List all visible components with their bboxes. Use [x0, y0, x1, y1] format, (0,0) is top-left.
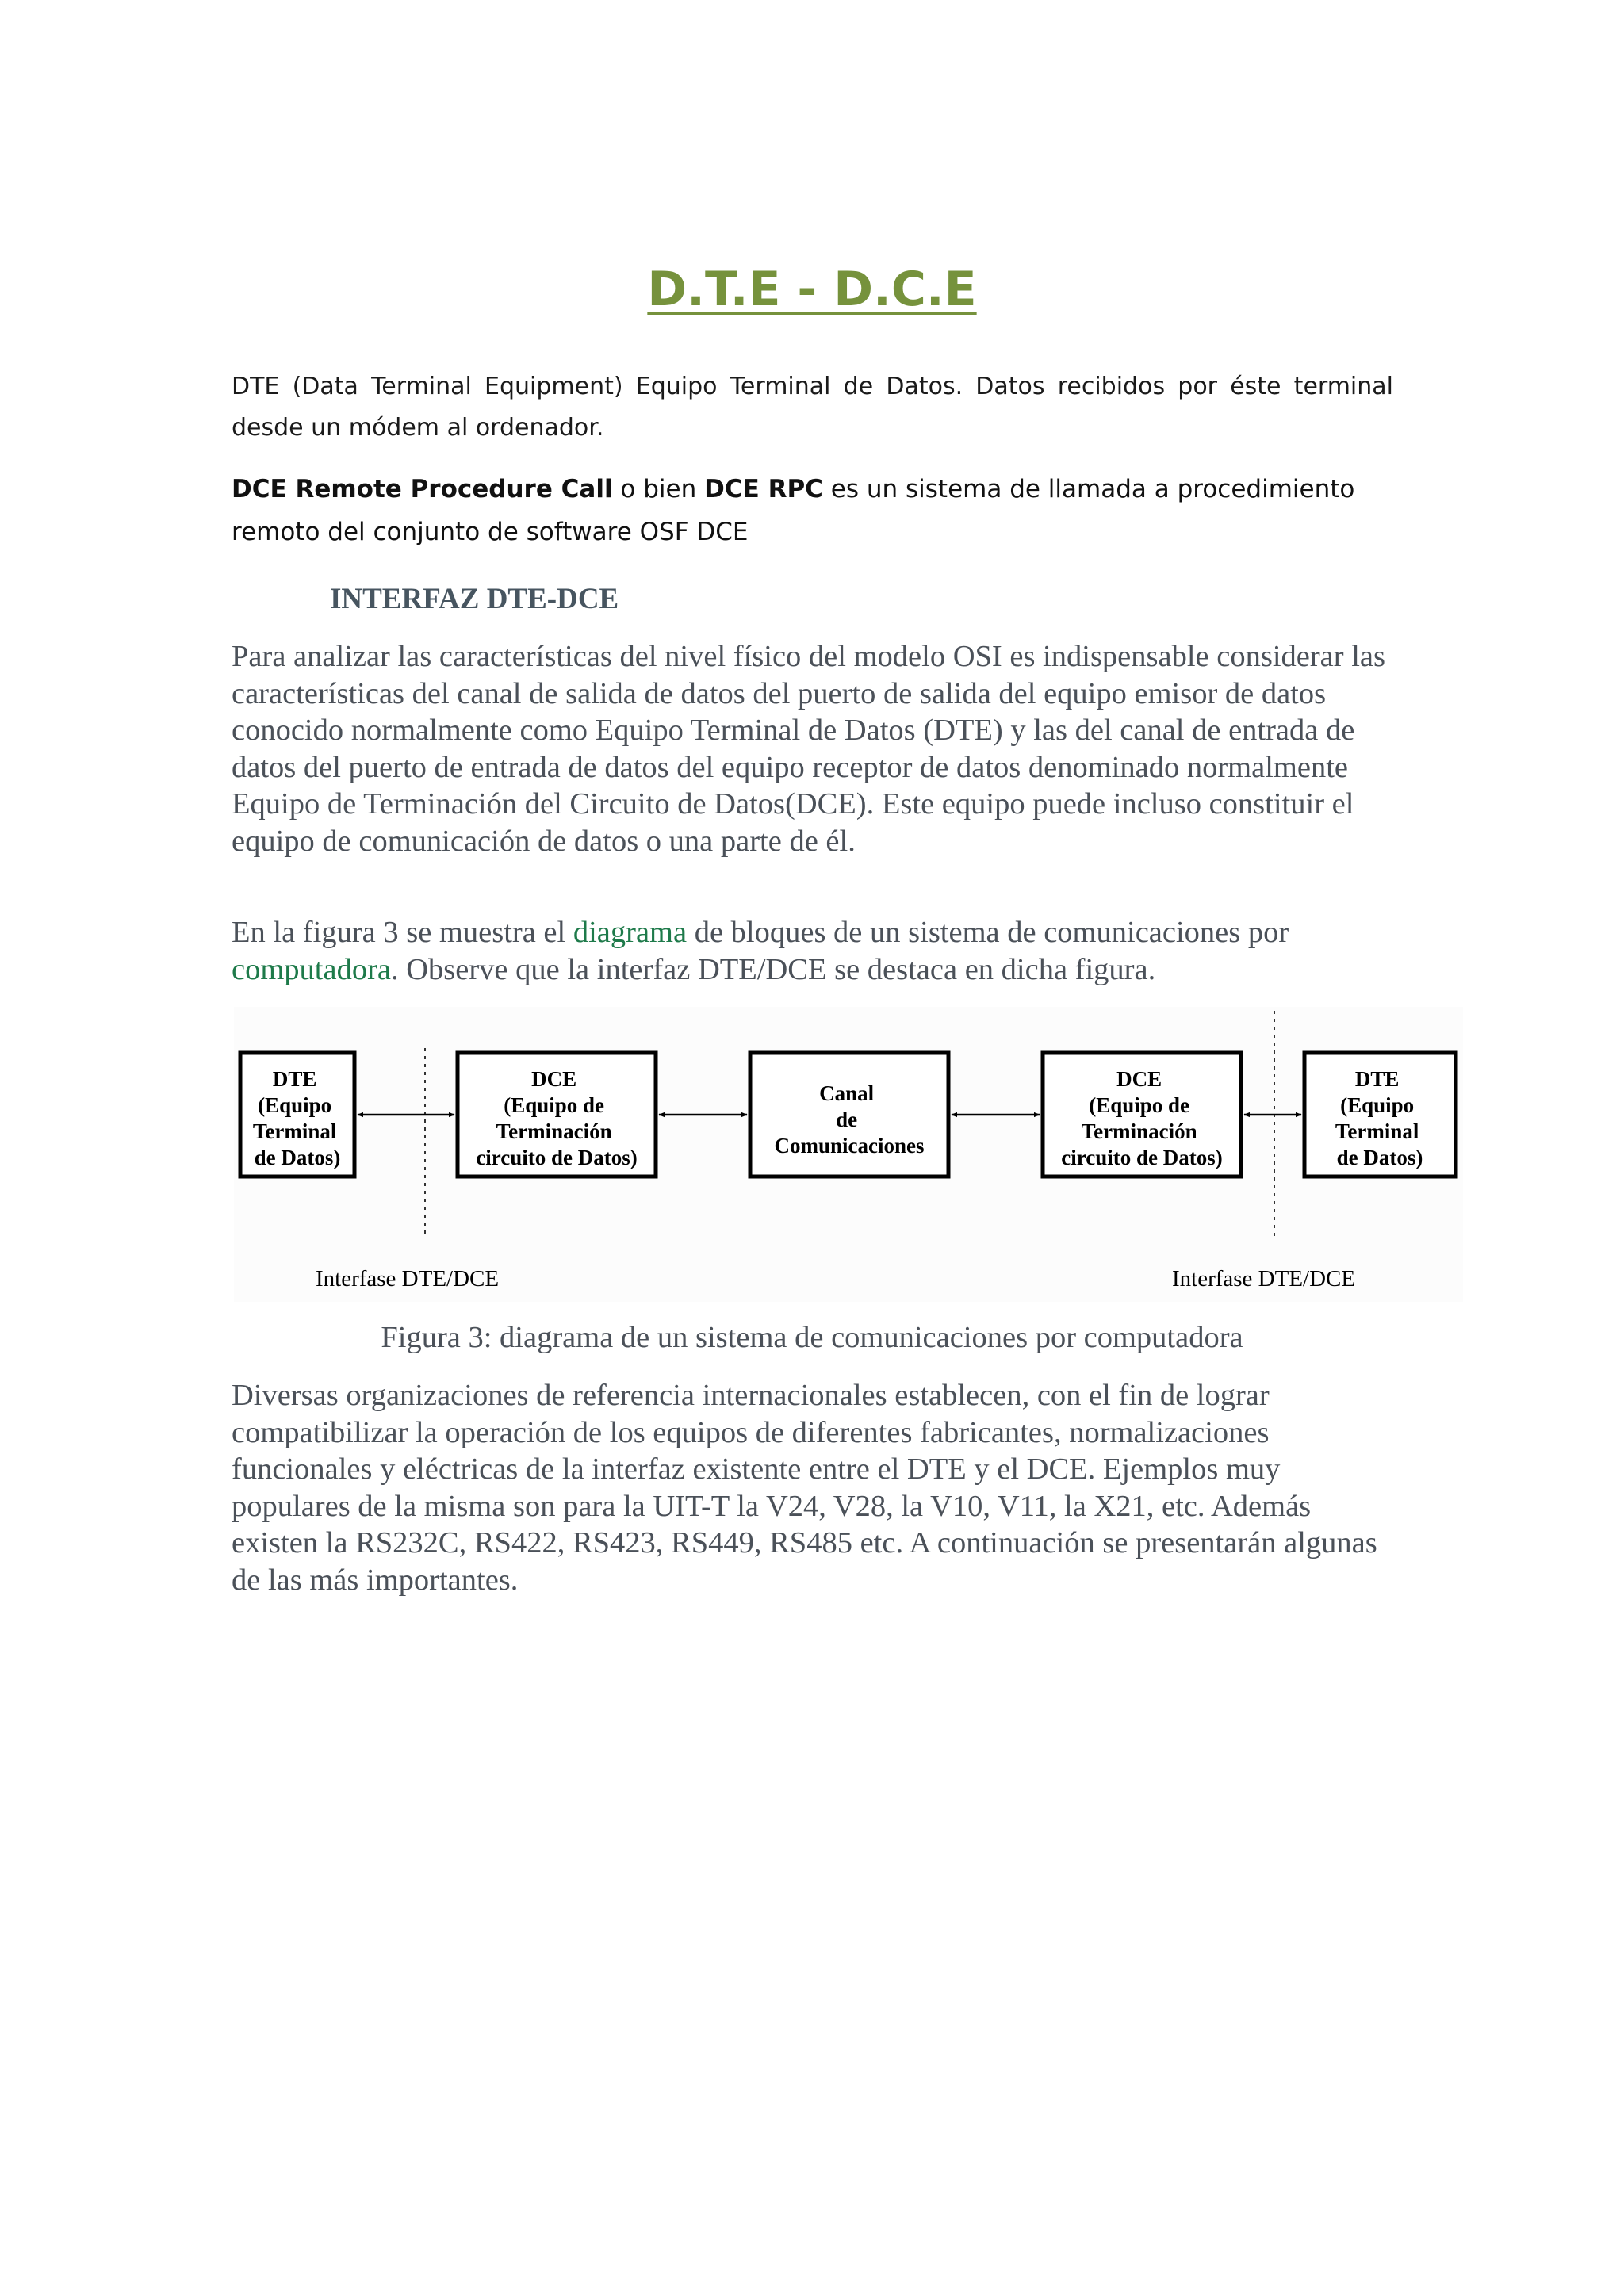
figure-intro-text-3: . Observe que la interfaz DTE/DCE se destaca en dicha figura.	[390, 952, 1156, 986]
dce-box-left	[458, 1053, 656, 1177]
computadora-link[interactable]: computadora	[232, 952, 391, 986]
box-label-line: Terminal	[1335, 1119, 1419, 1143]
box-label-line: de Datos)	[254, 1146, 341, 1169]
diagrama-link[interactable]: diagrama	[573, 916, 688, 949]
box-label-line: Terminación	[496, 1119, 612, 1143]
box-label-line: DCE	[531, 1067, 577, 1091]
box-label-line: circuito de Datos)	[476, 1146, 638, 1169]
section-heading: INTERFAZ DTE-DCE	[330, 583, 619, 615]
box-label-line: circuito de Datos)	[1061, 1146, 1223, 1169]
dce-box-right	[1043, 1053, 1241, 1177]
box-label-line: (Equipo	[258, 1093, 332, 1117]
dce-rpc-term: DCE Remote Procedure Call	[232, 475, 613, 503]
dte-definition-paragraph: DTE (Data Terminal Equipment) Equipo Terminal de Datos. Datos recibidos por éste terminal desde un módem al ordenador.	[232, 373, 1393, 442]
dce-rpc-description: es un sistema de llamada a procedimiento remoto del conjunto de software OSF DCE	[232, 475, 1355, 546]
figure-caption: Figura 3: diagrama de un sistema de comunicaciones por computadora	[381, 1321, 1243, 1354]
dte-box-right	[1304, 1053, 1456, 1177]
box-label-line: Terminación	[1081, 1119, 1197, 1143]
box-label-line: Canal	[819, 1081, 875, 1105]
intro-paragraph: Para analizar las características del nivel físico del modelo OSI es indispensable considerar las características del canal de salida de datos del puerto de salida del equipo emisor de datos conocido normalmente como Equipo Terminal de Datos (DTE) y las del canal de entrada de datos del puerto de entrada de datos del equipo receptor de datos denominado normalmente Equipo de Terminación del Circuito de Datos(DCE). Este equipo puede incluso constituir el equipo de comunicación de datos o una parte de él.	[232, 640, 1385, 858]
box-label-line: DCE	[1116, 1067, 1162, 1091]
interface-label-right: Interfase DTE/DCE	[1172, 1266, 1356, 1292]
dce-rpc-paragraph	[232, 468, 1393, 553]
box-label-line: Terminal	[252, 1119, 337, 1143]
box-label-line: de	[836, 1108, 858, 1131]
box-label-line: (Equipo de	[504, 1093, 605, 1117]
dte-box-left	[240, 1053, 354, 1177]
figure-intro-text-2: de bloques de un sistema de comunicaciones por	[687, 916, 1289, 949]
page-title: D.T.E - D.C.E	[647, 262, 977, 317]
box-label-line: Comunicaciones	[774, 1134, 925, 1158]
figure-intro-paragraph	[232, 914, 1393, 988]
box-label-line: DTE	[272, 1067, 317, 1091]
dce-rpc-abbrev: DCE RPC	[704, 475, 823, 503]
standards-paragraph: Diversas organizaciones de referencia internacionales establecen, con el fin de lograr compatibilizar la operación de los equipos de diferentes fabricantes, normalizaciones funcionales y eléctricas de la interfaz existente entre el DTE y el DCE. Ejemplos muy populares de la misma son para la UIT-T la V24, V28, la V10, V11, la X21, etc. Además existen la RS232C, RS422, RS423, RS449, RS485 etc. A continuación se presentarán algunas de las más importantes.	[232, 1379, 1377, 1597]
canal-box	[750, 1053, 948, 1177]
figure-intro-text-1: En la figura 3 se muestra el	[232, 916, 573, 949]
interface-label-left: Interfase DTE/DCE	[316, 1266, 500, 1292]
box-label-line: de Datos)	[1336, 1146, 1423, 1169]
block-diagram	[234, 1007, 1463, 1302]
box-label-line: DTE	[1354, 1067, 1400, 1091]
box-label-line: (Equipo de	[1089, 1093, 1190, 1117]
box-label-line: (Equipo	[1340, 1093, 1415, 1117]
dce-rpc-connector: o bien	[612, 475, 705, 503]
